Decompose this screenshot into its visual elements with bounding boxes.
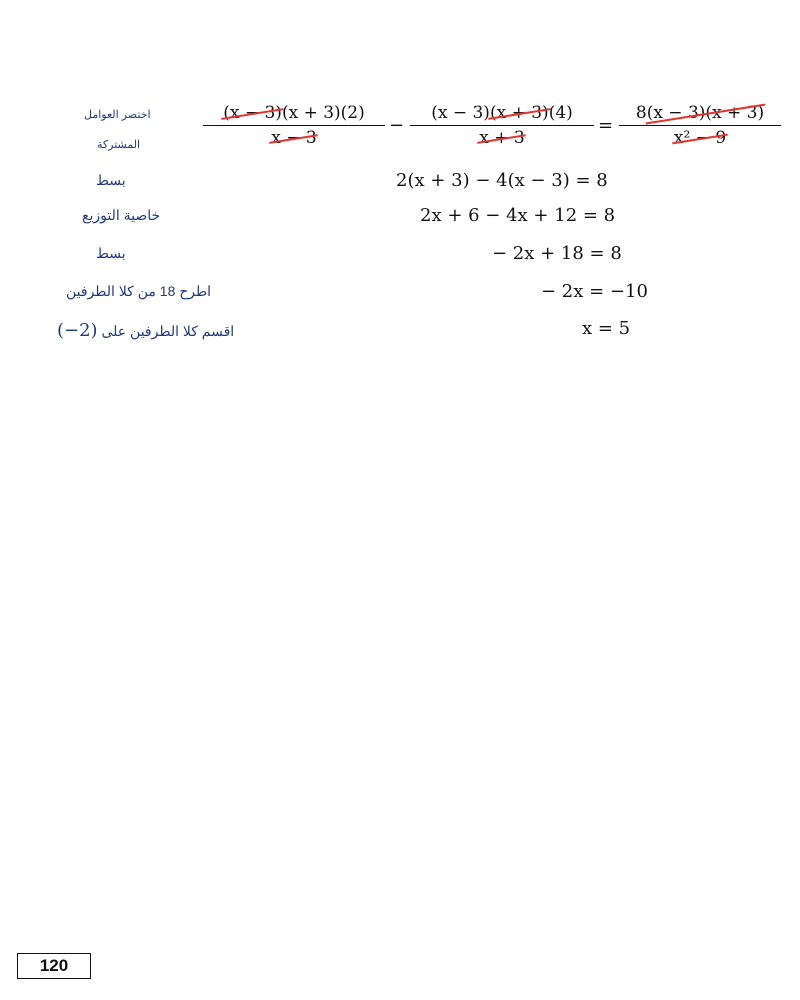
fraction-1-denominator [203, 126, 385, 148]
step1-annotation-line2: المشتركة [97, 139, 141, 151]
fraction-3-denominator [619, 126, 781, 148]
equation-line-3: 2x + 6 − 4x + 12 = 8 [420, 205, 616, 226]
step5-annotation: اطرح 18 من كلا الطرفين [66, 283, 212, 299]
fraction-2-num-rest: (4) [548, 103, 573, 123]
page-number: 120 [17, 953, 91, 979]
fraction-3-num-start: 8 [635, 103, 647, 123]
equals-sign: = [598, 115, 614, 136]
equation-line-4: − 2x + 18 = 8 [492, 243, 622, 264]
fraction-2-denominator [410, 126, 594, 148]
step6-text: اقسم كلا الطرفين على [101, 323, 235, 339]
step2-annotation: بسط [96, 172, 126, 188]
fraction-1-num-rest: (x + 3)(2) [281, 103, 365, 123]
fraction-2-numerator [410, 103, 594, 125]
fraction-1-cancel-num: (x − 3) [223, 103, 282, 123]
fraction-1 [203, 103, 385, 148]
step6-value: (−2) [57, 320, 98, 341]
equation-line-5: − 2x = −10 [541, 281, 648, 302]
step6-annotation [57, 320, 234, 341]
fraction-3 [619, 103, 781, 148]
fraction-2 [410, 103, 594, 148]
equation-line-2: 2(x + 3) − 4(x − 3) = 8 [396, 170, 608, 191]
step4-annotation: بسط [96, 245, 126, 261]
fraction-2-cancel-num: (x + 3) [489, 103, 549, 123]
step3-annotation: خاصية التوزيع [82, 207, 161, 223]
minus-sign: − [389, 115, 405, 136]
fraction-1-numerator [203, 103, 385, 125]
fraction-2-num-start: (x − 3) [431, 103, 490, 123]
fraction-3-cancel-den: x² − 9 [673, 128, 727, 148]
fraction-3-numerator [619, 103, 781, 125]
step1-annotation-line1: اختصر العوامل [84, 109, 151, 121]
fraction-2-cancel-den: x + 3 [479, 128, 525, 148]
equation-line-6: x = 5 [582, 318, 631, 339]
fraction-3-cancel-num: (x − 3)(x + 3) [646, 103, 765, 123]
fraction-1-cancel-den: x − 3 [271, 128, 317, 148]
